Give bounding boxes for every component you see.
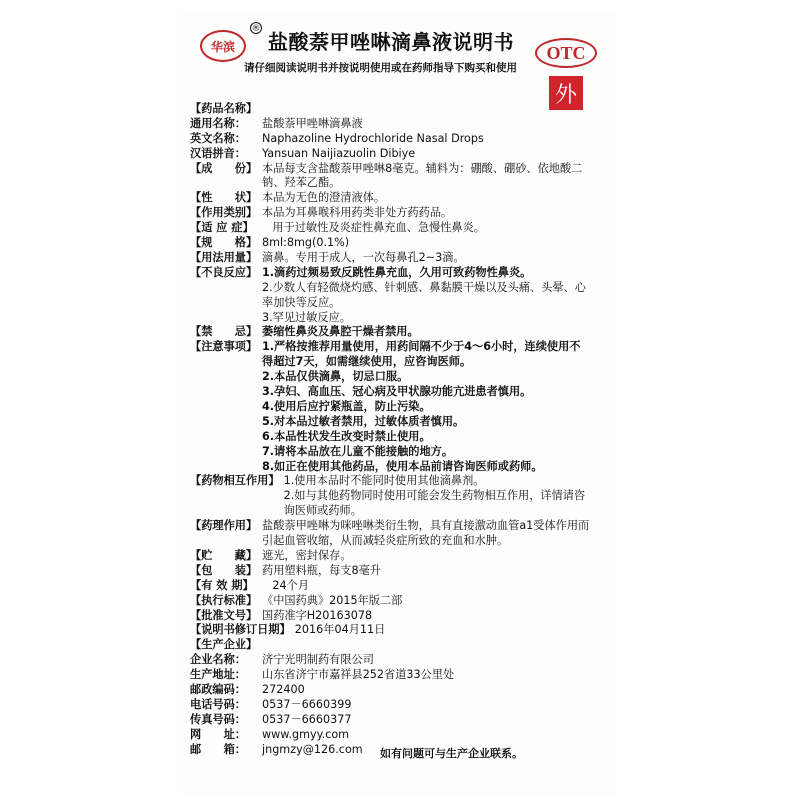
section-label: 【包 装】 [190,563,258,577]
section-value: 钠、羟苯乙酯。 [262,176,341,190]
section-value: 7.请将本品放在儿童不能接触的地方。 [262,444,454,458]
section-row [190,638,610,653]
section-value: 3.罕见过敏反应。 [262,310,351,324]
section-row [190,579,610,594]
footer-note: 如有问题可与生产企业联系。 [380,747,523,760]
section-value: 遮光，密封保存。 [262,548,352,562]
section-value: Naphazoline Hydrochloride Nasal Drops [262,131,484,145]
section-row [190,266,610,281]
section-value: 萎缩性鼻炎及鼻腔干燥者禁用。 [262,325,419,339]
section-value: 盐酸萘甲唑啉为咪唑啉类衍生物，具有直接激动血管a1受体作用而 [262,519,590,533]
page-title: 盐酸萘甲唑啉滴鼻液说明书 [268,30,514,54]
section-row [190,236,610,251]
section-value: 1.滴药过频易致反跳性鼻充血，久用可致药物性鼻炎。 [262,265,532,279]
section-row [190,162,610,177]
section-value: 3.孕妇、高血压、冠心病及甲状腺功能亢进患者慎用。 [262,385,532,399]
section-value: Yansuan Naijiazuolin Dibiye [262,146,416,160]
section-label: 【性 状】 [190,191,258,205]
section-row [190,713,610,728]
section-row [190,117,610,132]
section-label: 【药品名称】 [190,102,258,115]
section-label: 【不良反应】 [190,265,258,279]
section-label: 【注意事项】 [190,340,258,354]
section-value: 《中国药典》2015年版二部 [262,593,403,607]
section-value: 2016年04月11日 [294,623,386,637]
section-value: 询医师或药师。 [283,504,362,518]
section-value: 0537－6660399 [262,697,352,711]
brand-logo: 华滨 [200,30,246,62]
section-value: 药用塑料瓶，每支8毫升 [262,563,381,577]
section-row [190,340,610,355]
section-value: 山东省济宁市嘉祥县252省道33公里处 [262,668,455,682]
section-value: 率加快等反应。 [262,295,341,309]
section-label: 通用名称： [190,116,246,130]
section-label: 汉语拼音： [190,146,246,160]
section-value: 盐酸萘甲唑啉滴鼻液 [262,116,363,130]
section-value: 2.少数人有轻微烧灼感、针刺感、鼻黏膜干燥以及头痛、头晕、心 [262,280,586,294]
section-row [190,594,610,609]
section-label: 【贮 藏】 [190,548,258,562]
section-label: 传真号码： [190,712,246,726]
section-label: 生产地址： [190,668,246,682]
section-row [190,609,610,624]
section-row [190,147,610,162]
section-label: 【作用类别】 [190,206,258,220]
section-label: 【用法用量】 [190,250,258,264]
section-value: 滴鼻。专用于成人，一次每鼻孔2~3滴。 [262,250,465,264]
section-label: 【规 格】 [190,236,258,250]
section-value: www.gmyy.com [262,727,350,741]
section-label: 邮 箱： [190,742,246,756]
section-value: 2.本品仅供滴鼻，切忌口服。 [262,370,409,384]
section-row [190,325,610,340]
section-value: 0537－6660377 [262,712,352,726]
section-value: 本品为无色的澄清液体。 [262,191,386,205]
section-value: 6.本品性状发生改变时禁止使用。 [262,429,431,443]
section-row [190,623,610,638]
section-value: 本品为耳鼻喉科用药类非处方药药品。 [262,206,453,220]
section-row [190,549,610,564]
section-label: 网 址： [190,727,246,741]
section-value: 8ml:8mg(0.1%) [262,236,350,250]
section-value: 本品每支含盐酸萘甲唑啉8毫克。辅料为：硼酸、硼砂、依地酸二 [262,161,583,175]
section-label: 邮政编码： [190,682,246,696]
section-value: 引起血管收缩，从而减轻炎症所致的充血和水肿。 [262,534,509,548]
section-label: 企业名称： [190,653,246,667]
section-value: 得超过7天，如需继续使用，应咨询医师。 [262,355,472,369]
section-label: 【药物相互作用】 [190,474,280,488]
section-value: 5.对本品过敏者禁用，过敏体质者慎用。 [262,414,465,428]
section-value: 济宁光明制药有限公司 [262,653,374,667]
external-use-badge: 外 [549,76,583,110]
section-value: jngmzy@126.com [262,742,363,756]
section-label: 【执行标准】 [190,593,258,607]
registered-mark: ® [251,24,261,34]
section-row [190,191,610,206]
section-value: 272400 [262,682,305,696]
section-label: 【批准文号】 [190,608,258,622]
page-subtitle: 请仔细阅读说明书并按说明使用或在药师指导下购买和使用 [244,62,517,74]
section-value: 1.严格按推荐用量使用，用药间隔不少于4～6小时，连续使用不 [262,340,581,354]
section-value: 1.使用本品时不能同时使用其他滴鼻剂。 [283,474,485,488]
section-label: 英文名称： [190,131,246,145]
section-row [190,698,610,713]
section-label: 电话号码： [190,697,246,711]
otc-badge: OTC [535,38,597,68]
section-row [190,221,610,236]
section-row [190,102,610,117]
section-row [190,564,610,579]
section-label: 【说明书修订日期】 [190,623,291,637]
section-row [190,653,610,668]
section-value: 24个月 [272,578,310,592]
section-label: 【生产企业】 [190,638,258,652]
section-row [190,474,610,489]
section-value: 用于过敏性及炎症性鼻充血、急慢性鼻炎。 [272,221,485,235]
section-value: 4.使用后应拧紧瓶盖，防止污染。 [262,399,431,413]
section-value: 国药准字H20163078 [262,608,373,622]
section-row [190,251,610,266]
section-row [190,728,610,743]
section-value: 2.如与其他药物同时使用可能会发生药物相互作用，详情请咨 [283,489,586,503]
section-row [190,683,610,698]
section-row [190,132,610,147]
section-label: 【禁 忌】 [190,325,258,339]
section-row [190,206,610,221]
section-value: 8.如正在使用其他药品，使用本品前请咨询医师或药师。 [262,459,543,473]
section-label: 【有 效 期】 [190,578,254,592]
leaflet-content [190,102,610,757]
section-row [190,668,610,683]
section-label: 【药理作用】 [190,519,258,533]
section-label: 【适 应 症】 [190,221,254,235]
section-label: 【成 份】 [190,161,258,175]
section-row [190,519,610,534]
